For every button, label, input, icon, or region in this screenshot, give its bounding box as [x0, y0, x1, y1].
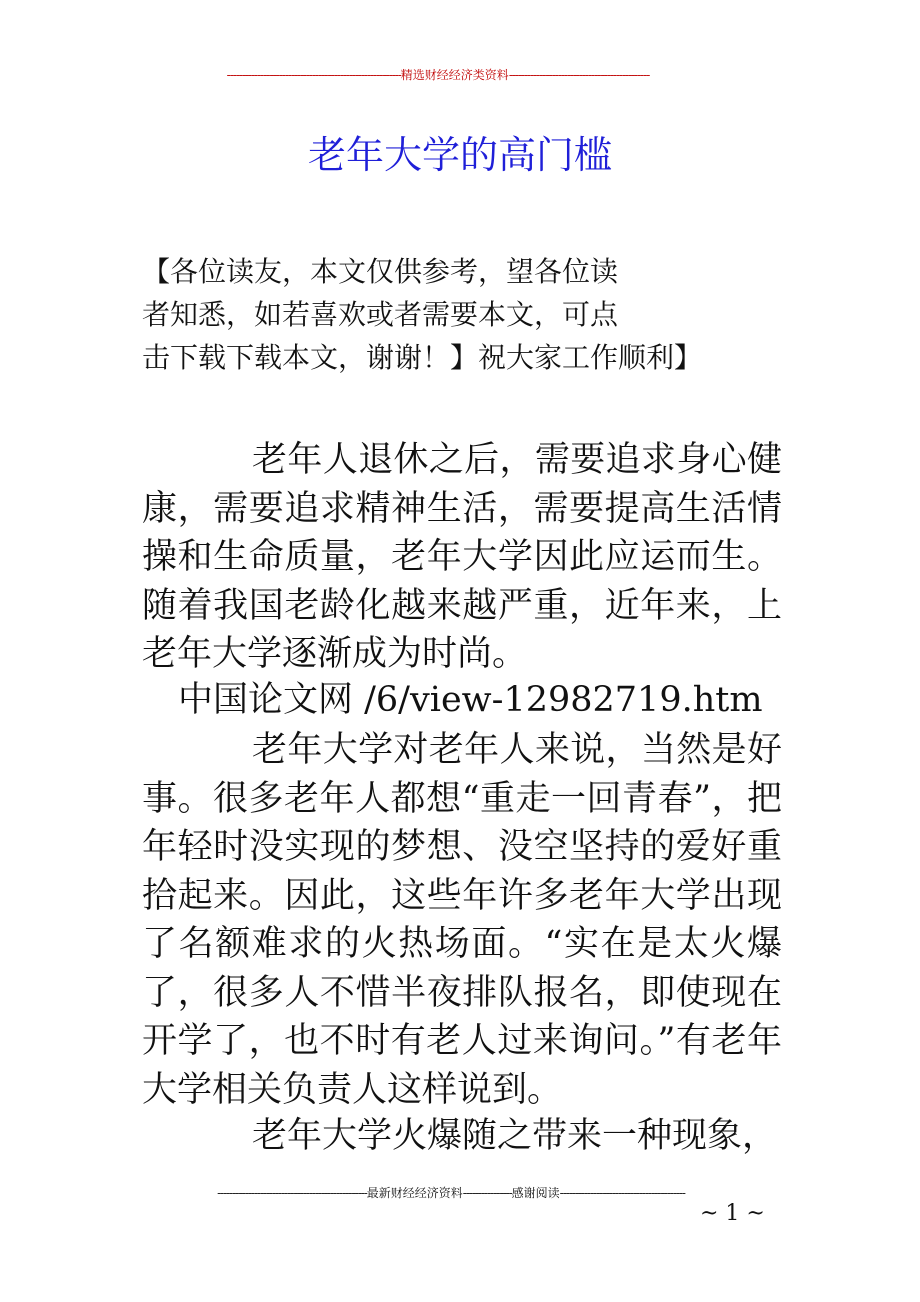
notice-line-2: 者知悉，如若喜欢或者需要本文，可点 — [142, 298, 619, 331]
paragraph-3: 老年大学火爆随之带来一种现象， — [252, 1116, 778, 1156]
header-rule — [140, 66, 736, 84]
reader-notice — [142, 250, 742, 379]
footer-label-2: 感谢阅读 — [511, 1186, 560, 1200]
paragraph-1: 老年人退休之后，需要追求身心健康，需要追求精神生活，需要提高生活情操和生命质量，老年大学因此应运而生。随着我国老龄化越来越严重，近年来，上老年大学逐渐成为时尚。 — [142, 440, 782, 674]
notice-line-3: 击下载下载本文，谢谢！】祝大家工作顺利】 — [142, 341, 703, 374]
header-right-dashes: ---------------------------------------------- — [508, 68, 650, 82]
page-title: 老年大学的高门槛 — [307, 133, 612, 177]
header-left-dashes: --------------------------------------------------------- — [226, 68, 401, 82]
footer-right-dashes: ----------------------------------------- — [559, 1186, 685, 1200]
footer-rule — [140, 1184, 762, 1202]
header-label: 精选财经经济类资料 — [400, 68, 509, 82]
notice-line-1: 【各位读友，本文仅供参考，望各位读 — [142, 255, 619, 288]
page-number: ~ 1 ~ — [700, 1201, 765, 1226]
footer-left-dashes: ------------------------------------------------- — [217, 1186, 367, 1200]
paragraph-2: 老年大学对老年人来说，当然是好事。很多老年人都想“重走一回青春”，把年轻时没实现的梦想、没空坚持的爱好重拾起来。因此，这些年许多老年大学出现了名额难求的火热场面。“实在是太火爆了，很多人不惜半夜排队报名，即使现在开学了，也不时有老人过来询问。”有老年大学相关负责人这样说到。 — [142, 730, 782, 1110]
source-line: 中国论文网 /6/view-12982719.htm — [178, 680, 763, 720]
footer-label-1: 最新财经经济资料 — [366, 1186, 463, 1200]
footer-middle-dashes: ---------------- — [462, 1186, 512, 1200]
